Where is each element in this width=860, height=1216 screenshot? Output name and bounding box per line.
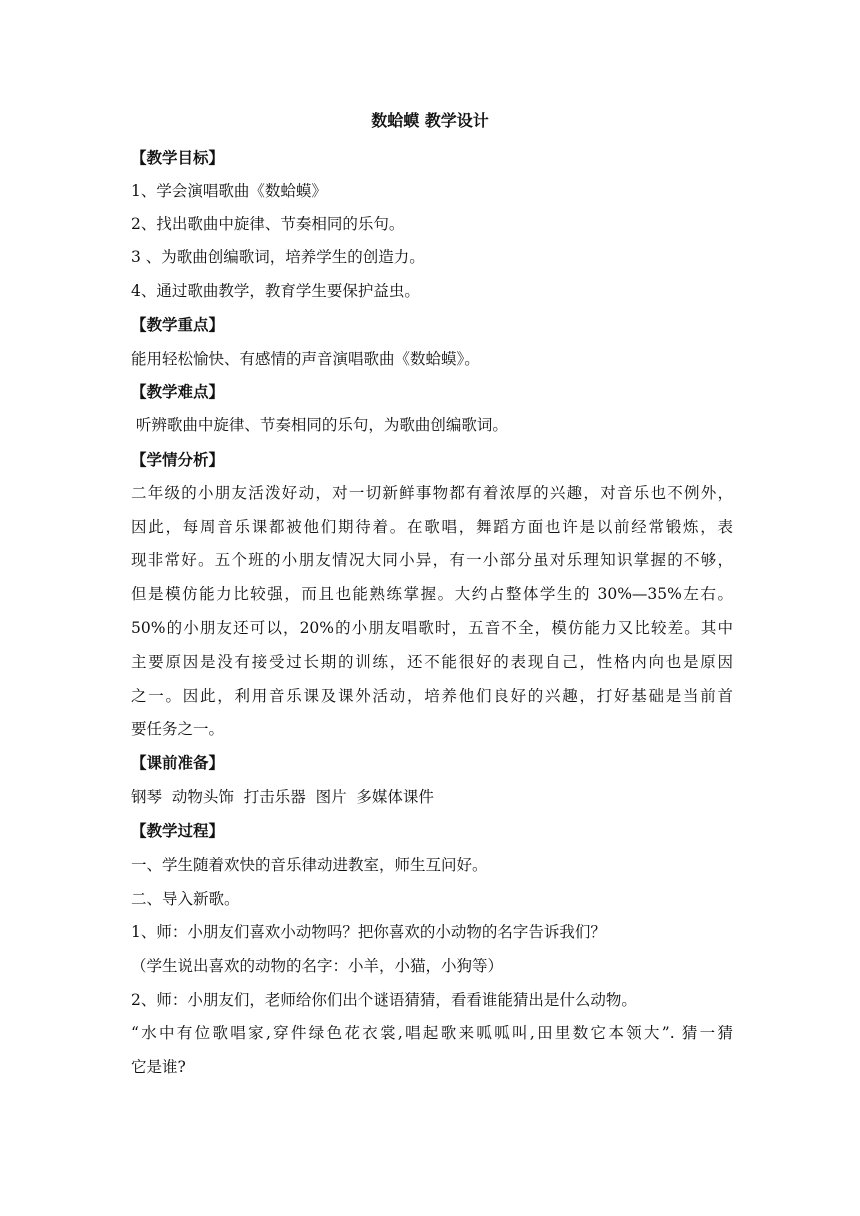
preparation-text: 钢琴 动物头饰 打击乐器 图片 多媒体课件: [131, 788, 434, 806]
analysis-line: 主要原因是没有接受过长期的训练，还不能很好的表现自己，性格内向也是原因: [131, 653, 733, 671]
process-line: 1、师：小朋友们喜欢小动物吗？把你喜欢的小动物的名字告诉我们？: [131, 923, 606, 941]
goal-item-3: 3 、为歌曲创编歌词，培养学生的创造力。: [131, 248, 425, 266]
heading-preparation: 【课前准备】: [131, 754, 225, 772]
heading-difficulties: 【教学难点】: [131, 383, 225, 401]
process-line: （学生说出喜欢的动物的名字：小羊，小猫，小狗等）: [131, 957, 504, 975]
analysis-line: 50%的小朋友还可以，20%的小朋友唱歌时，五音不全，模仿能力又比较差。其中: [131, 619, 733, 637]
goal-item-4: 4、通过歌曲教学，教育学生要保护益虫。: [131, 282, 420, 300]
document-title: 数蛤蟆 教学设计: [371, 111, 489, 130]
process-line: “水中有位歌唱家,穿件绿色花衣裳,唱起歌来呱呱叫,田里数它本领大”. 猜一猜: [131, 1024, 733, 1042]
heading-teaching-process: 【教学过程】: [131, 822, 225, 840]
goal-item-1: 1、学会演唱歌曲《数蛤蟆》: [131, 182, 327, 200]
difficulty-text: 听辨歌曲中旋律、节奏相同的乐句，为歌曲创编歌词。: [131, 416, 508, 434]
process-line: 它是谁?: [131, 1058, 186, 1076]
analysis-line: 之一。因此，利用音乐课及课外活动，培养他们良好的兴趣，打好基础是当前首: [131, 687, 733, 705]
goal-item-2: 2、找出歌曲中旋律、节奏相同的乐句。: [131, 215, 405, 233]
process-line: 一、学生随着欢快的音乐律动进教室，师生互问好。: [131, 856, 488, 874]
analysis-line: 要任务之一。: [131, 720, 225, 738]
analysis-line: 因此，每周音乐课都被他们期待着。在歌唱，舞蹈方面也许是以前经常锻炼，表: [131, 518, 733, 536]
heading-key-points: 【教学重点】: [131, 316, 225, 334]
key-point-text: 能用轻松愉快、有感情的声音演唱歌曲《数蛤蟆》。: [131, 350, 480, 368]
heading-student-analysis: 【学情分析】: [131, 451, 225, 469]
heading-teaching-goals: 【教学目标】: [131, 149, 225, 167]
analysis-line: 现非常好。五个班的小朋友情况大同小异，有一小部分虽对乐理知识掌握的不够，: [131, 551, 733, 569]
analysis-line: 但是模仿能力比较强，而且也能熟练掌握。大约占整体学生的 30%—35%左右。: [131, 585, 733, 603]
analysis-line: 二年级的小朋友活泼好动，对一切新鲜事物都有着浓厚的兴趣，对音乐也不例外，: [131, 484, 733, 502]
process-line: 二、导入新歌。: [131, 890, 240, 908]
process-line: 2、师：小朋友们，老师给你们出个谜语猜猜，看看谁能猜出是什么动物。: [131, 991, 637, 1009]
